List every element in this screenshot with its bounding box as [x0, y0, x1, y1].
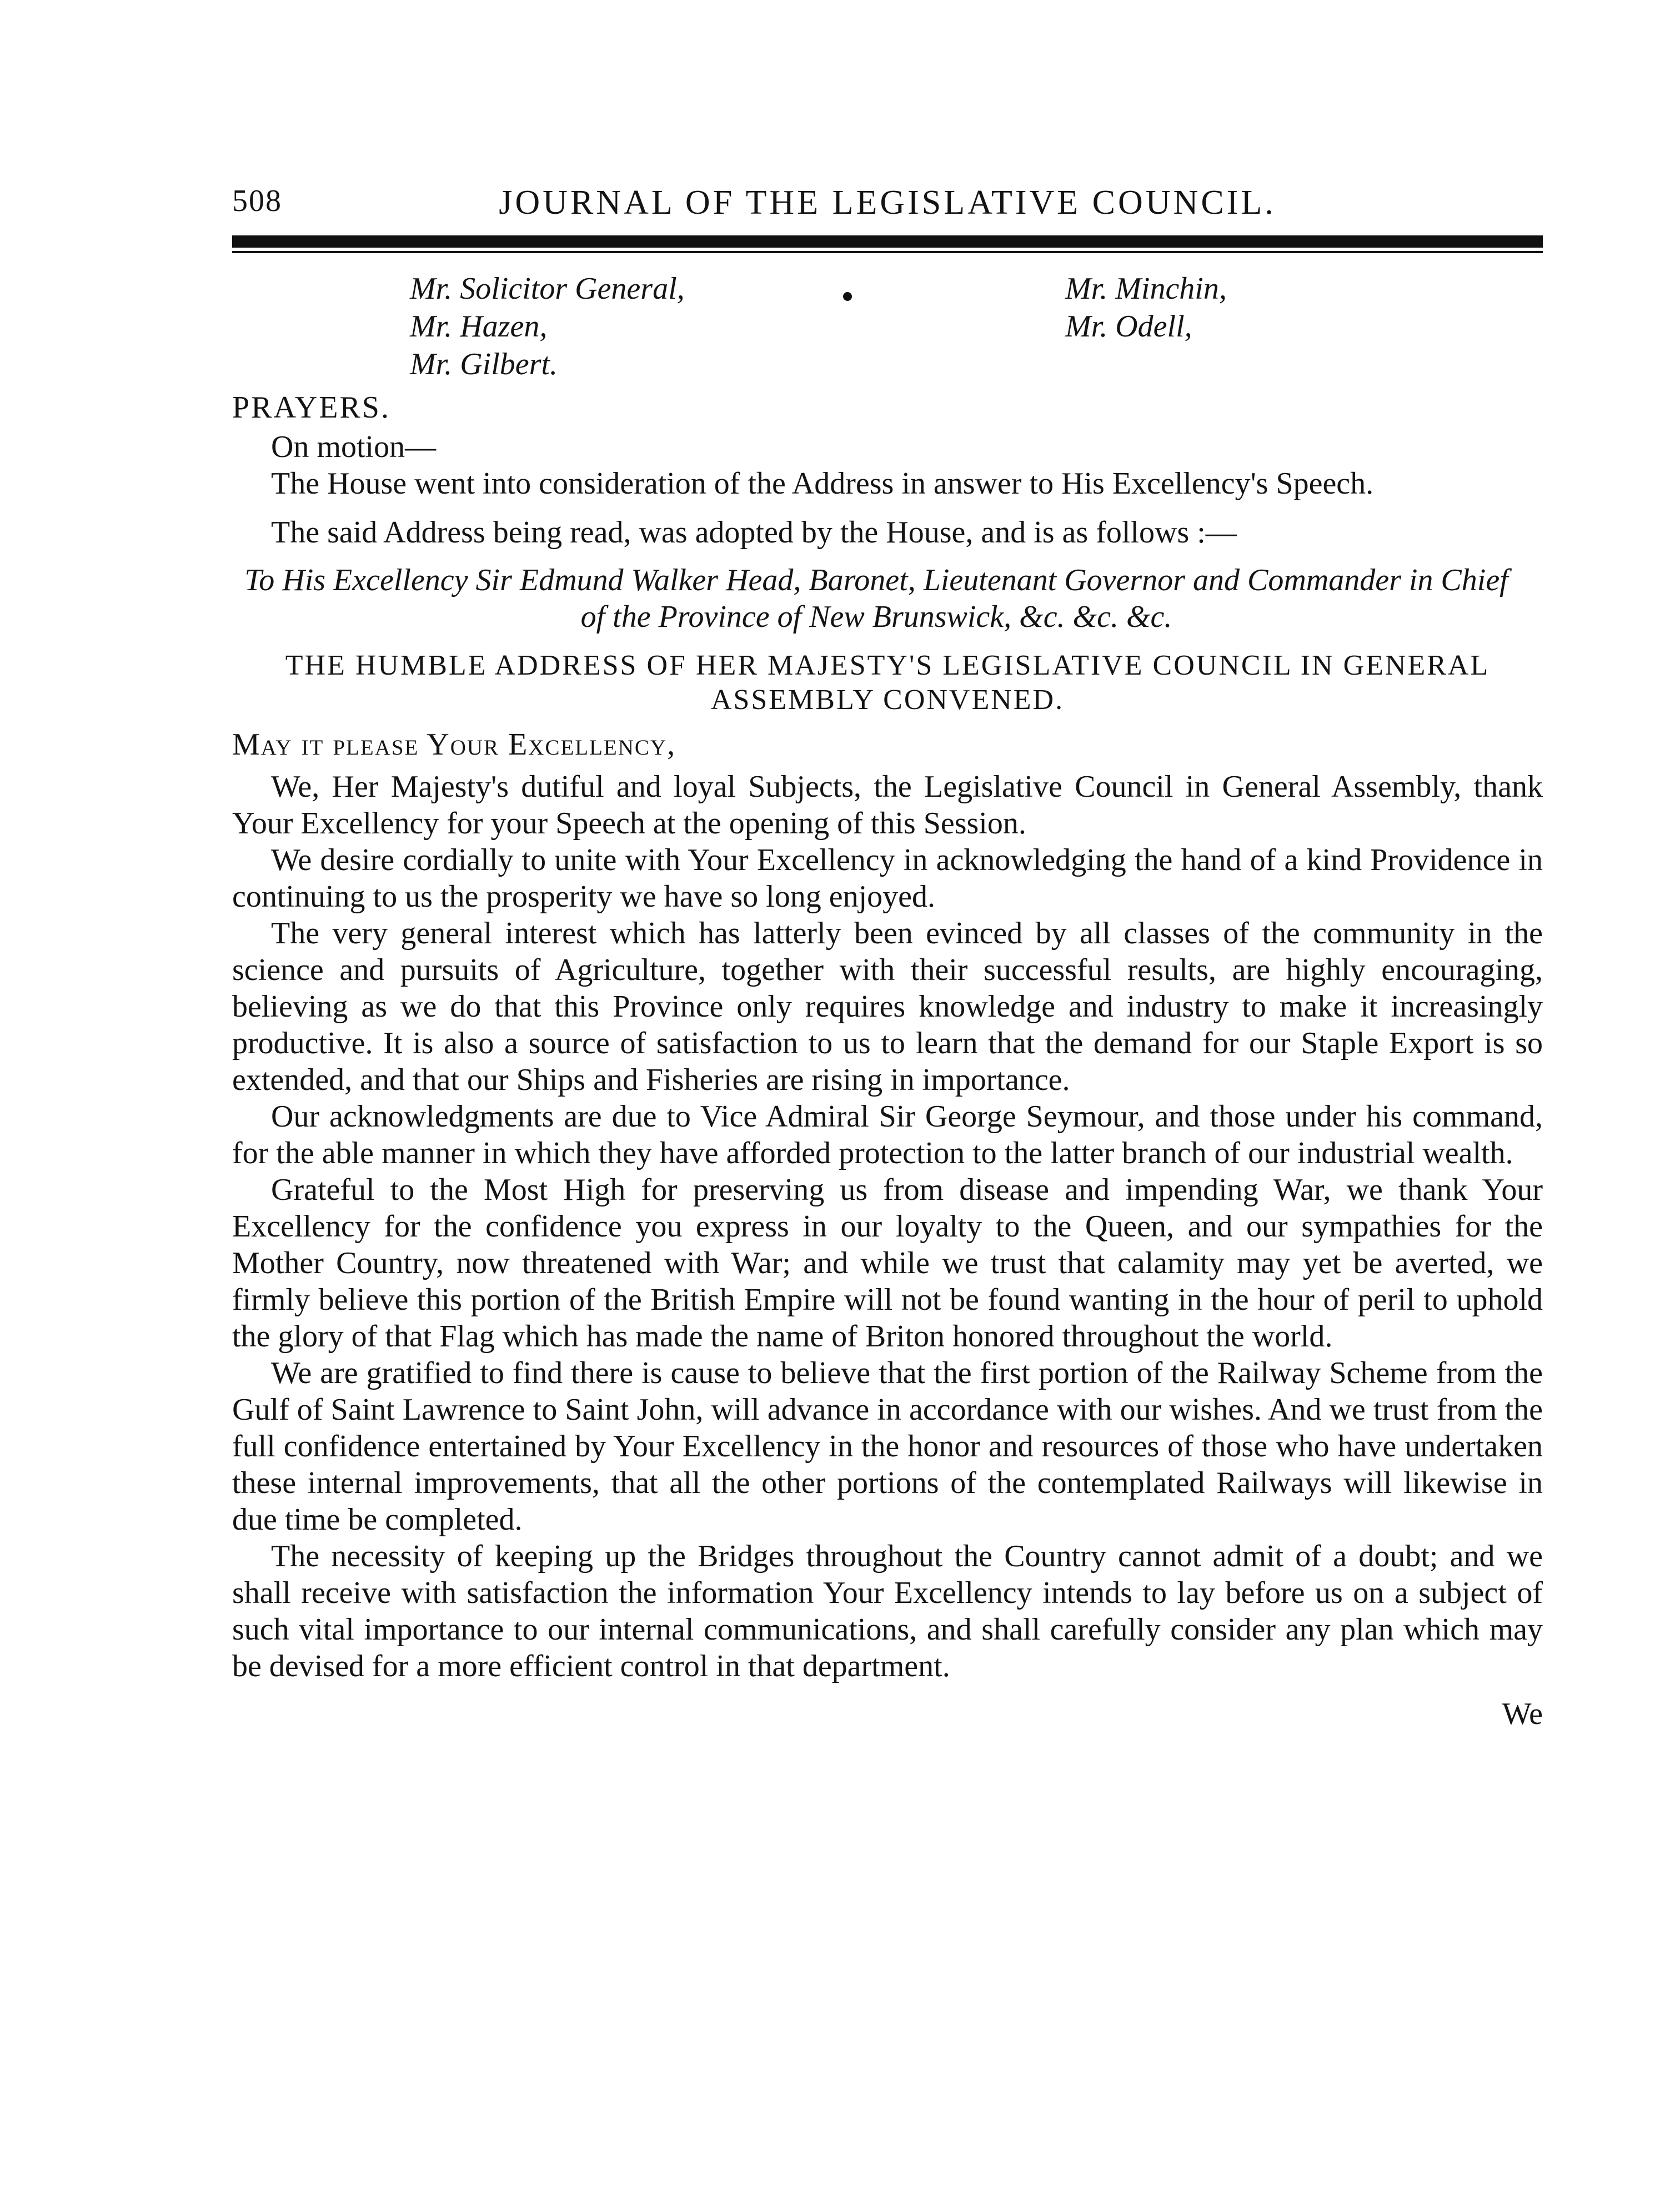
address-paragraph: We desire cordially to unite with Your Excellency in acknowledging the hand of a kind Providence in continuing to us the prosperity we have so long enjoyed.	[232, 843, 1543, 914]
members-right-column	[1065, 270, 1227, 345]
address-paragraph: Grateful to the Most High for preserving us from disease and impending War, we thank Your Excellency for the confidence you express in our loyalty to the Queen, and our sympathies for the Mother Country, now threatened with War; and while we trust that calamity may yet be averted, we firmly believe this portion of the British Empire will not be found wanting in the hour of peril to uphold the glory of that Flag which has made the name of Briton honored throughout the world.	[232, 1173, 1543, 1354]
address-paragraph: The very general interest which has latterly been evinced by all classes of the community in the science and pursuits of Agriculture, together with their successful results, are highly encouraging, believing as we do that this Province only requires knowledge and industry to make it increasingly productive. It is also a source of satisfaction to us to learn that the demand for our Staple Export is so extended, and that our Ships and Fisheries are rising in importance.	[232, 916, 1543, 1097]
running-head: JOURNAL OF THE LEGISLATIVE COUNCIL.	[499, 184, 1276, 222]
page-number: 508	[232, 184, 282, 218]
salutation: May it please Your Excellency,	[232, 727, 676, 762]
address-recipient: To His Excellency Sir Edmund Walker Head, Baronet, Lieutenant Governor and Commander in Chief of the Province of New Brunswick, &c. &c. &c.	[244, 563, 1508, 634]
prayers-heading: PRAYERS.	[232, 390, 390, 425]
members-list	[232, 270, 1543, 386]
printer-dot	[843, 292, 852, 301]
member-name: Mr. Minchin,	[1065, 272, 1227, 306]
humble-address-title: THE HUMBLE ADDRESS OF HER MAJESTY'S LEGISLATIVE COUNCIL IN GENERAL ASSEMBLY CONVENED.	[285, 650, 1490, 716]
member-name: Mr. Odell,	[1065, 309, 1192, 344]
member-name: Mr. Gilbert.	[410, 347, 558, 381]
member-name: Mr. Hazen,	[410, 309, 548, 344]
header-rule-thick	[232, 235, 1543, 248]
address-paragraph: The necessity of keeping up the Bridges throughout the Country cannot admit of a doubt; and we shall receive with satisfaction the information Your Excellency intends to lay before us on a subject of such vital importance to our internal communications, and shall carefully consider any plan which may be devised for a more efficient control in that department.	[232, 1539, 1543, 1683]
address-paragraph: We are gratified to find there is cause to believe that the first portion of the Railway Scheme from the Gulf of Saint Lawrence to Saint John, will advance in accordance with our wishes. And we trust from the full confidence entertained by Your Excellency in the honor and resources of those who have undertaken these internal improvements, that all the other portions of the contemplated Railways will likewise in due time be completed.	[232, 1356, 1543, 1537]
header-rule-thin	[232, 251, 1543, 253]
on-motion: On motion—	[271, 430, 437, 464]
catchword: We	[1502, 1697, 1543, 1731]
page-header	[232, 167, 1543, 233]
address-paragraph: Our acknowledgments are due to Vice Admiral Sir George Seymour, and those under his command, for the able manner in which they have afforded protection to the latter branch of our industrial wealth.	[232, 1099, 1543, 1170]
consideration-paragraph: The House went into consideration of the Address in answer to His Excellency's Speech.	[271, 466, 1374, 501]
address-body	[232, 768, 1543, 1685]
member-name: Mr. Solicitor General,	[410, 272, 685, 306]
adopted-paragraph: The said Address being read, was adopted by the House, and is as follows :—	[271, 515, 1237, 550]
members-left-column	[410, 270, 685, 383]
address-paragraph: We, Her Majesty's dutiful and loyal Subjects, the Legislative Council in General Assembly, thank Your Excellency for your Speech at the opening of this Session.	[232, 770, 1543, 841]
journal-page	[232, 167, 1543, 1732]
